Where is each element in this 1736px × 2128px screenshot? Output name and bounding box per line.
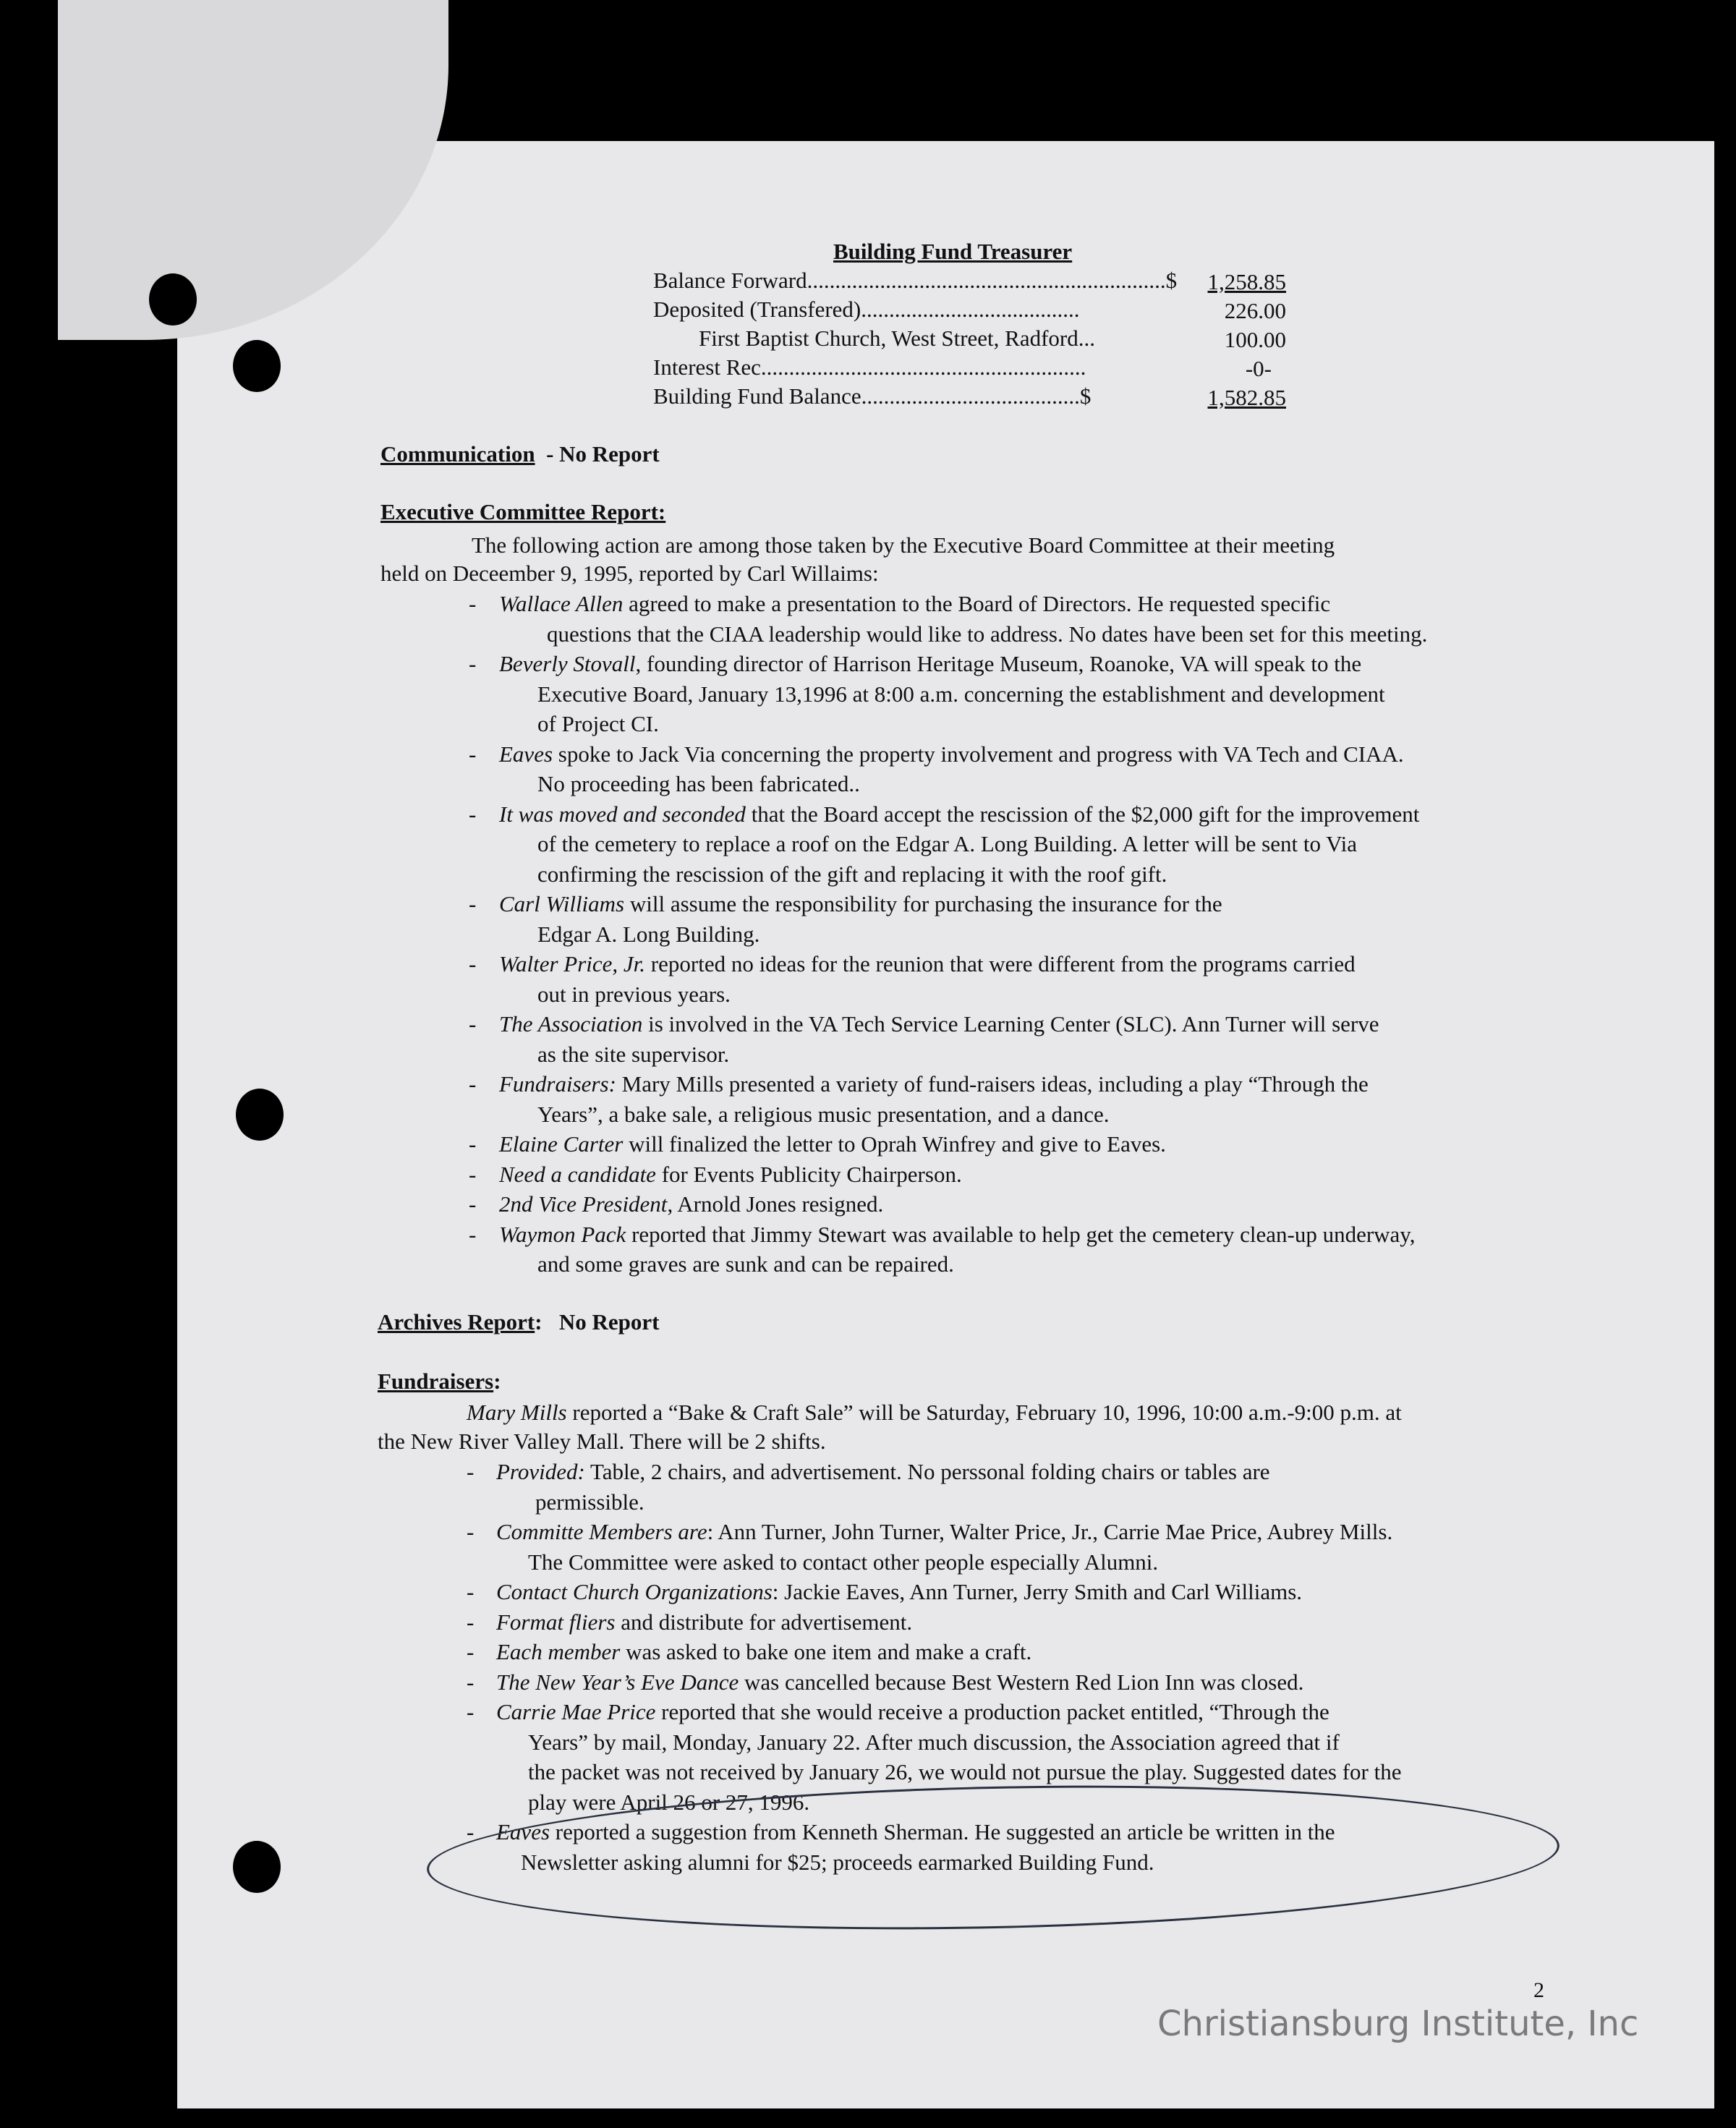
- fundraisers-intro: the New River Valley Mall. There will be 2 shifts.: [378, 1429, 826, 1454]
- communication-section: Communication - No Report: [380, 441, 660, 467]
- fundraisers-item-continuation: permissible.: [535, 1489, 644, 1515]
- watermark: Christiansburg Institute, Inc: [1157, 2004, 1639, 2044]
- bullet-dash: -: [469, 1131, 477, 1157]
- executive-item-text: Mary Mills presented a variety of fund-raisers ideas, including a play “Through the: [616, 1071, 1369, 1097]
- executive-item: [499, 590, 1330, 618]
- fundraisers-item: [496, 1578, 1302, 1606]
- executive-item-lead: Beverly Stovall: [499, 651, 636, 676]
- executive-item-continuation: of Project CI.: [537, 711, 659, 736]
- fundraisers-item-continuation: Years” by mail, Monday, January 22. After much discussion, the Association agreed that if: [528, 1729, 1340, 1755]
- fundraisers-item: [496, 1608, 912, 1637]
- fundraisers-item-text: was asked to bake one item and make a craft.: [620, 1639, 1032, 1664]
- bullet-dash: -: [469, 1161, 477, 1187]
- treasurer-amount: -0-: [1245, 356, 1272, 381]
- fundraisers-item: [496, 1457, 1270, 1486]
- bullet-dash: -: [467, 1609, 475, 1635]
- fundraisers-item-lead: Carrie Mae Price: [496, 1699, 656, 1724]
- bullet-dash: -: [469, 1071, 477, 1097]
- fundraisers-item-text: : Ann Turner, John Turner, Walter Price, Jr., Carrie Mae Price, Aubrey Mills.: [707, 1519, 1393, 1544]
- executive-item-continuation: out in previous years.: [537, 981, 731, 1007]
- bullet-dash: -: [467, 1459, 475, 1484]
- fundraisers-item-lead: Committe Members are: [496, 1519, 707, 1544]
- executive-item-lead: 2nd Vice President: [499, 1191, 668, 1217]
- bullet-dash: -: [467, 1579, 475, 1604]
- executive-item-continuation: Edgar A. Long Building.: [537, 921, 760, 947]
- archives-section: Archives Report: No Report: [378, 1309, 660, 1335]
- treasurer-amount: 100.00: [1224, 327, 1286, 352]
- executive-item-text: agreed to make a presentation to the Board of Directors. He requested specific: [623, 591, 1331, 616]
- bullet-dash: -: [469, 591, 477, 616]
- treasurer-amount: 1,582.85: [1207, 385, 1286, 410]
- executive-item-text: reported that Jimmy Stewart was available to help get the cemetery clean-up underway,: [626, 1221, 1416, 1247]
- treasurer-heading: Building Fund Treasurer: [833, 239, 1073, 264]
- bullet-dash: -: [467, 1819, 475, 1844]
- executive-item-continuation: of the cemetery to replace a roof on the Edgar A. Long Building. A letter will be sent to Via: [537, 831, 1358, 856]
- fundraisers-item-text: Table, 2 chairs, and advertisement. No perssonal folding chairs or tables are: [584, 1459, 1270, 1484]
- treasurer-label: Building Fund Balance.......................................$: [653, 383, 1092, 409]
- executive-item-continuation: confirming the rescission of the gift and replacing it with the roof gift.: [537, 861, 1167, 887]
- fundraisers-item-text: and distribute for advertisement.: [615, 1609, 913, 1635]
- executive-intro: held on Deceember 9, 1995, reported by Carl Willaims:: [380, 561, 879, 586]
- bullet-dash: -: [467, 1699, 475, 1724]
- executive-heading: Executive Committee Report:: [380, 499, 666, 524]
- executive-item-text: , Arnold Jones resigned.: [667, 1191, 884, 1217]
- executive-item-lead: Wallace Allen: [499, 591, 624, 616]
- executive-item-text: reported no ideas for the reunion that were different from the programs carried: [645, 951, 1356, 976]
- treasurer-label: Balance Forward................................................................$: [653, 268, 1178, 293]
- bullet-dash: -: [469, 951, 477, 976]
- executive-item: [499, 890, 1222, 919]
- fundraisers-item-continuation: play were April 26 or 27, 1996.: [528, 1789, 810, 1815]
- fundraisers-item-continuation: Newsletter asking alumni for $25; proceeds earmarked Building Fund.: [521, 1849, 1154, 1875]
- executive-item-lead: Waymon Pack: [499, 1221, 626, 1247]
- fundraisers-item: [496, 1518, 1392, 1546]
- fundraisers-item-text: reported a suggestion from Kenneth Sherman. He suggested an article be written in the: [550, 1819, 1335, 1844]
- bullet-dash: -: [469, 741, 477, 767]
- treasurer-label: Interest Rec..........................................................: [653, 354, 1086, 380]
- executive-item-lead: It was moved and seconded: [499, 801, 746, 827]
- executive-item: [499, 950, 1356, 979]
- bullet-dash: -: [469, 1011, 477, 1037]
- executive-item-continuation: and some graves are sunk and can be repaired.: [537, 1251, 954, 1277]
- executive-item-text: that the Board accept the rescission of the $2,000 gift for the improvement: [745, 801, 1420, 827]
- executive-item-lead: Fundraisers:: [499, 1071, 616, 1097]
- fundraisers-item: [496, 1638, 1031, 1667]
- treasurer-label: First Baptist Church, West Street, Radford...: [699, 325, 1095, 351]
- executive-item: [499, 1070, 1369, 1099]
- bullet-dash: -: [469, 1191, 477, 1217]
- fundraisers-item-lead: Each member: [496, 1639, 621, 1664]
- treasurer-amount: 1,258.85: [1207, 269, 1286, 294]
- executive-item-lead: Need a candidate: [499, 1161, 656, 1187]
- executive-item: [499, 650, 1361, 678]
- bullet-dash: -: [469, 651, 477, 676]
- executive-intro: The following action are among those taken by the Executive Board Committee at their meeting: [472, 532, 1335, 558]
- executive-item: [499, 1160, 962, 1189]
- fundraisers-item-continuation: The Committee were asked to contact other people especially Alumni.: [528, 1549, 1159, 1575]
- fundraisers-item: [496, 1668, 1303, 1697]
- executive-item: [499, 740, 1404, 769]
- executive-item-continuation: as the site supervisor.: [537, 1041, 730, 1067]
- executive-item: [499, 1190, 883, 1219]
- executive-item-text: will finalized the letter to Oprah Winfrey and give to Eaves.: [623, 1131, 1166, 1157]
- executive-item-text: is involved in the VA Tech Service Learning Center (SLC). Ann Turner will serve: [642, 1011, 1379, 1037]
- executive-item: [499, 1010, 1379, 1039]
- executive-item-continuation: Executive Board, January 13,1996 at 8:00 a.m. concerning the establishment and development: [537, 681, 1385, 707]
- fundraisers-heading: Fundraisers:: [378, 1369, 501, 1394]
- treasurer-amount: 226.00: [1224, 298, 1286, 323]
- bullet-dash: -: [467, 1639, 475, 1664]
- page-number: 2: [1533, 1978, 1544, 2002]
- executive-item: [499, 1220, 1416, 1249]
- bullet-dash: -: [469, 1221, 477, 1247]
- executive-item-lead: Eaves: [499, 741, 553, 767]
- treasurer-label: Deposited (Transfered).......................................: [653, 297, 1080, 322]
- executive-item-lead: The Association: [499, 1011, 643, 1037]
- fundraisers-item-lead: Eaves: [496, 1819, 550, 1844]
- fundraisers-item-text: : Jackie Eaves, Ann Turner, Jerry Smith and Carl Williams.: [772, 1579, 1303, 1604]
- bullet-dash: -: [469, 891, 477, 916]
- executive-item-text: spoke to Jack Via concerning the property involvement and progress with VA Tech and CIAA.: [553, 741, 1404, 767]
- fundraisers-item: [496, 1698, 1329, 1727]
- fundraisers-item-lead: Format fliers: [496, 1609, 616, 1635]
- executive-item-text: will assume the responsibility for purchasing the insurance for the: [624, 891, 1222, 916]
- executive-item-continuation: questions that the CIAA leadership would like to address. No dates have been set for this meeting.: [547, 621, 1428, 647]
- bullet-dash: -: [469, 801, 477, 827]
- executive-item-text: for Events Publicity Chairperson.: [655, 1161, 962, 1187]
- fundraisers-item-lead: Provided:: [496, 1459, 585, 1484]
- executive-item-continuation: No proceeding has been fabricated..: [537, 771, 860, 796]
- bullet-dash: -: [467, 1669, 475, 1695]
- executive-item-continuation: Years”, a bake sale, a religious music presentation, and a dance.: [537, 1101, 1110, 1127]
- executive-item: [499, 1130, 1166, 1159]
- executive-item-text: , founding director of Harrison Heritage Museum, Roanoke, VA will speak to the: [635, 651, 1362, 676]
- fundraisers-item-continuation: the packet was not received by January 26, we would not pursue the play. Suggested dates for the: [528, 1759, 1402, 1784]
- fundraisers-intro: Mary Mills reported a “Bake & Craft Sale” will be Saturday, February 10, 1996, 10:00 a.m.-9:00 p.m. at: [467, 1400, 1402, 1425]
- fundraisers-item-text: reported that she would receive a production packet entitled, “Through the: [655, 1699, 1329, 1724]
- fundraisers-item-lead: The New Year’s Eve Dance: [496, 1669, 739, 1695]
- executive-item: [499, 800, 1419, 829]
- fundraisers-item-text: was cancelled because Best Western Red Lion Inn was closed.: [739, 1669, 1304, 1695]
- executive-item-lead: Elaine Carter: [499, 1131, 624, 1157]
- fundraisers-item-lead: Contact Church Organizations: [496, 1579, 773, 1604]
- bullet-dash: -: [467, 1519, 475, 1544]
- executive-item-lead: Carl Williams: [499, 891, 625, 916]
- executive-item-lead: Walter Price, Jr.: [499, 951, 646, 976]
